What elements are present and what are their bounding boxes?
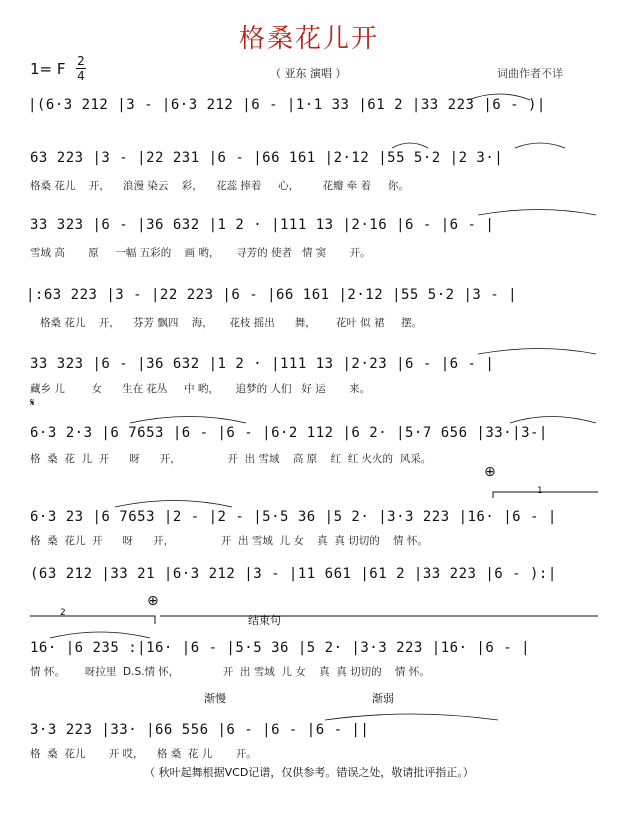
slur-6 [130, 417, 246, 424]
score-row-3-lyrics: 雪域 高 原 一幅 五彩的 画 哟， 寻芳的 使者 情 窦 开。 [30, 247, 371, 259]
time-top: 2 [77, 54, 85, 68]
score-row-1-notes: |(6·3 212 |3 - |6·3 212 |6 - |1·1 33 |61 2 |33 223 |6 - )| [28, 97, 546, 113]
slur-7 [510, 417, 596, 424]
footer-note: （ 秋叶起舞根据VCD记谱，仅供参考。错误之处，敬请批评指正。） [144, 766, 474, 779]
score-row-8-notes: (63 212 |33 21 |6·3 212 |3 - |11 661 |61 2 |33 223 |6 - ):| [30, 566, 557, 582]
score-row-4-notes: |:63 223 |3 - |22 223 |6 - |66 161 |2·12 |55 5·2 |3 - | [26, 287, 518, 303]
volta-2-bracket [30, 616, 155, 624]
score-row-9-notes: 16· |6 235 :|16· |6 - |5·5 36 |5 2· |3·3 223 |16· |6 - | [30, 640, 531, 656]
composer-credit: 词曲作者不详 [497, 67, 563, 80]
score-row-5-lyrics: 藏乡 儿 女 生在 花丛 中 哟， 追梦的 人们 好 运 来。 [30, 383, 371, 395]
key-label: 1= F [30, 60, 66, 78]
score-row-7-notes: 6·3 23 |6 7653 |2 - |2 - |5·5 36 |5 2· |3·3 223 |16· |6 - | [30, 509, 557, 525]
song-title: 格桑花儿开 [238, 24, 379, 54]
slur-5 [478, 349, 596, 355]
coda-sign-1: ⊕ [484, 464, 496, 480]
slur-10 [325, 714, 498, 720]
slur-4 [478, 210, 596, 216]
score-row-2-notes: 63 223 |3 - |22 231 |6 - |66 161 |2·12 |55 5·2 |2 3·| [30, 150, 504, 166]
score-row-10-notes: 3·3 223 |33· |66 556 |6 - |6 - |6 - || [30, 722, 370, 738]
segno-sign: 𝄋 [30, 396, 35, 409]
score-row-6-notes: 6·3 2·3 |6 7653 |6 - |6 - |6·2 112 |6 2· |5·7 656 |33·|3-| [30, 425, 548, 441]
score-row-10-lyrics: 格 桑 花儿 开 哎， 格 桑 花 儿 开。 [30, 748, 257, 760]
slur-2 [392, 143, 428, 148]
score-row-4-lyrics: 格桑 花儿 开， 芬芳 飘四 海， 花枝 摇出 舞， 花叶 似 裙 摆。 [30, 317, 423, 329]
score-row-6-lyrics: 格 桑 花 儿 开 呀 开， 开 出 雪域 高 原 红 红 火火的 风采。 [30, 453, 432, 465]
ending-phrase-label: 结束句 [248, 614, 281, 627]
diminuendo-label: 渐弱 [372, 692, 394, 705]
slur-9 [50, 632, 150, 638]
score-row-5-notes: 33 323 |6 - |36 632 |1 2 · |111 13 |2·23 |6 - |6 - | [30, 356, 495, 372]
score-row-2-lyrics: 格桑 花儿 开， 浪漫 染云 彩， 花蕊 捧着 心， 花瓣 牵 着 你。 [30, 180, 409, 192]
slur-1 [468, 94, 530, 100]
volta-1-bracket [493, 492, 598, 498]
slur-3 [515, 143, 565, 148]
slur-8 [115, 501, 232, 508]
score-row-9-lyrics: 情 怀。 呀拉里 D.S.情 怀， 开 出 雪域 儿 女 真 真 切切的 情 怀。 [30, 666, 430, 678]
ending-2-label: 2 [60, 608, 66, 618]
coda-sign-2: ⊕ [147, 593, 159, 609]
score-row-7-lyrics: 格 桑 花儿 开 呀 开， 开 出 雪域 儿 女 真 真 切切的 情 怀。 [30, 535, 428, 547]
time-bottom: 4 [77, 69, 85, 83]
ritardando-label: 渐慢 [204, 692, 226, 705]
singer-credit: （ 亚东 演唱 ） [270, 67, 347, 80]
ending-1-label: 1 [537, 486, 543, 496]
score-row-3-notes: 33 323 |6 - |36 632 |1 2 · |111 13 |2·16 |6 - |6 - | [30, 217, 495, 233]
